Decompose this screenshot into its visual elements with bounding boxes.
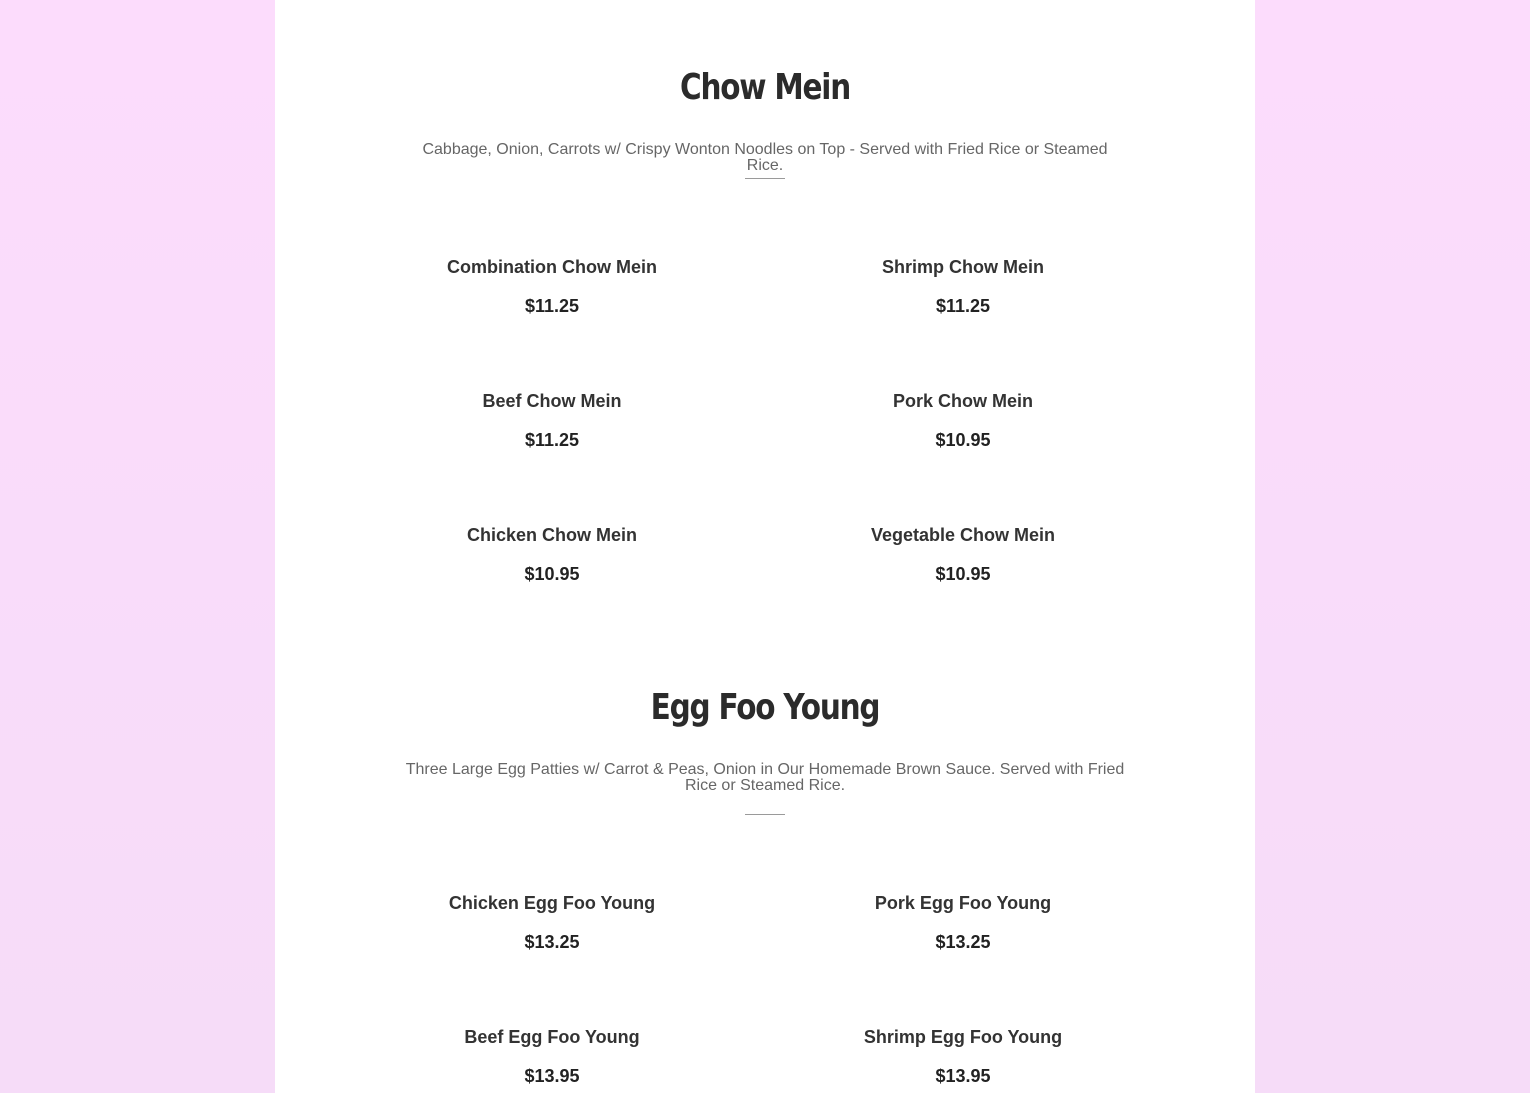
menu-item-price: $11.25	[935, 296, 991, 316]
menu-item-price: $13.25	[524, 932, 580, 952]
menu-item[interactable]	[813, 1027, 1113, 1086]
menu-item-price: $10.95	[935, 564, 991, 584]
menu-item-name: Combination Chow Mein	[447, 257, 657, 277]
menu-item[interactable]	[813, 525, 1113, 584]
section-description: Three Large Egg Patties w/ Carrot & Peas, Onion in Our Homemade Brown Sauce. Served with Fried Rice or Steamed Rice.	[405, 761, 1125, 794]
menu-item[interactable]	[402, 1027, 702, 1086]
section-divider	[745, 178, 785, 179]
section-title: Chow Mein	[680, 67, 850, 108]
menu-item-price: $13.95	[524, 1066, 580, 1086]
menu-item[interactable]	[402, 893, 702, 952]
menu-item-name: Pork Egg Foo Young	[874, 893, 1052, 913]
menu-item-name: Vegetable Chow Mein	[870, 525, 1056, 545]
menu-item-name: Chicken Chow Mein	[466, 525, 637, 545]
menu-item-name: Shrimp Egg Foo Young	[863, 1027, 1063, 1047]
menu-panel	[275, 0, 1255, 1093]
menu-item-name: Beef Egg Foo Young	[464, 1027, 640, 1047]
menu-item-price: $11.25	[524, 296, 580, 316]
menu-item-price: $13.95	[935, 1066, 991, 1086]
menu-item-price: $10.95	[935, 430, 991, 450]
menu-item-price: $10.95	[524, 564, 580, 584]
menu-item-name: Shrimp Chow Mein	[882, 257, 1044, 277]
section-title: Egg Foo Young	[650, 687, 880, 728]
section-divider	[745, 814, 785, 815]
menu-item-price: $11.25	[524, 430, 580, 450]
menu-item-name: Pork Chow Mein	[892, 391, 1033, 411]
menu-item[interactable]	[813, 257, 1113, 316]
menu-item-name: Chicken Egg Foo Young	[448, 893, 656, 913]
menu-item[interactable]	[402, 257, 702, 316]
section-description: Cabbage, Onion, Carrots w/ Crispy Wonton Noodles on Top - Served with Fried Rice or Steamed Rice.	[422, 141, 1108, 174]
menu-item[interactable]	[813, 391, 1113, 450]
menu-item[interactable]	[402, 525, 702, 584]
menu-item[interactable]	[813, 893, 1113, 952]
menu-item-name: Beef Chow Mein	[482, 391, 622, 411]
menu-item-price: $13.25	[935, 932, 991, 952]
menu-item[interactable]	[402, 391, 702, 450]
